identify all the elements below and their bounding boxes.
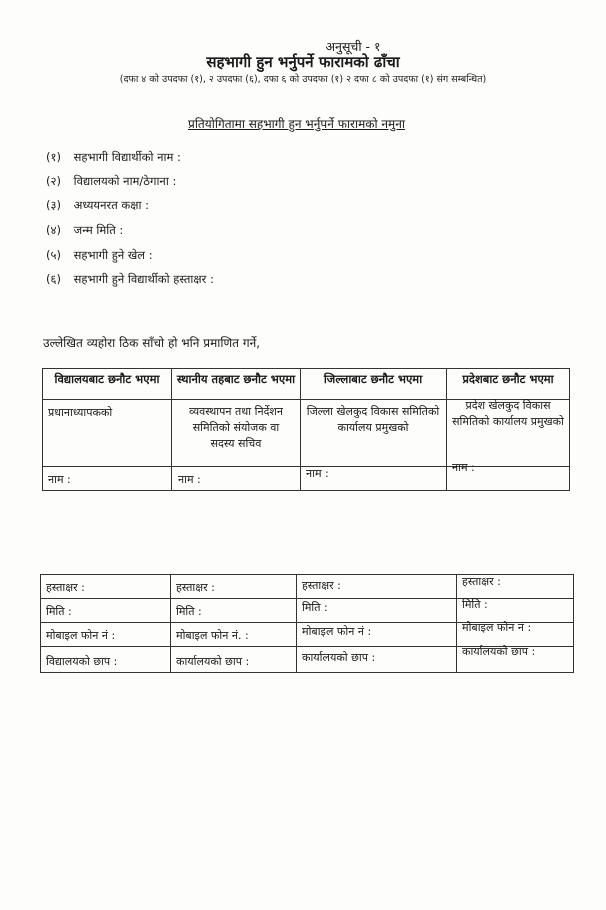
col-header-district: जिल्लाबाट छनौट भएमा <box>323 372 423 386</box>
form-title: प्रतियोगितामा सहभागी हुन भर्नुपर्ने फारामको नमुना <box>188 117 405 131</box>
signature-label: हस्ताक्षर : <box>462 575 501 588</box>
table-col-divider <box>300 368 301 490</box>
field-student-signature <box>46 272 214 287</box>
authority-local: व्यवस्थापन तथा निर्देशन समितिको संयोजक वा सदस्य सचिव <box>188 405 284 450</box>
sig-col-divider <box>456 574 457 672</box>
sig-border-right <box>573 574 574 672</box>
sig-border-bottom <box>40 672 574 673</box>
table-border-top <box>42 368 570 369</box>
table-border-left <box>42 368 43 490</box>
field-number: (३) <box>46 198 61 212</box>
col-header-school: विद्यालयबाट छनौट भएमा <box>54 372 160 386</box>
table-border-right <box>569 368 570 490</box>
mobile-label: मोबाइल फोन नं. : <box>176 629 249 642</box>
sig-border-left <box>40 574 41 672</box>
field-label: जन्म मिति : <box>73 223 124 237</box>
sig-col-divider <box>170 574 171 672</box>
name-label: नाम : <box>178 473 201 486</box>
authority-district: जिल्ला खेलकुद विकास समितिको कार्यालय प्रमुखको <box>306 405 440 434</box>
field-number: (४) <box>46 223 61 237</box>
field-school-name-address <box>46 174 176 189</box>
stamp-label: कार्यालयको छाप : <box>462 645 536 658</box>
field-label: सहभागी हुने खेल : <box>73 248 153 262</box>
mobile-label: मोबाइल फोन नं : <box>46 629 116 642</box>
name-label: नाम : <box>48 473 71 486</box>
field-number: (२) <box>46 174 61 188</box>
field-student-name <box>46 150 181 165</box>
table-col-divider <box>446 368 447 490</box>
stamp-label: कार्यालयको छाप : <box>176 655 250 668</box>
legal-reference: (दफा ४ को उपदफा (१), २ उपदफा (६), दफा ६ को उपदफा (१) २ दफा ८ को उपदफा (१) संग सम्बन्धित) <box>119 74 487 85</box>
field-sport <box>46 248 153 263</box>
table-border-bottom <box>42 490 570 491</box>
field-label: अध्ययनरत कक्षा : <box>73 198 149 212</box>
field-number: (५) <box>46 248 61 262</box>
signature-label: हस्ताक्षर : <box>46 581 85 594</box>
signature-label: हस्ताक्षर : <box>176 581 215 594</box>
annex-number: अनुसूची - १ <box>325 39 381 54</box>
name-label: नाम : <box>306 467 329 480</box>
date-label: मिति : <box>462 598 488 611</box>
stamp-label: कार्यालयको छाप : <box>302 651 376 664</box>
field-label: विद्यालयको नाम/ठेगाना : <box>73 174 177 188</box>
col-header-province: प्रदेशबाट छनौट भएमा <box>462 372 554 386</box>
certification-statement: उल्लेखित व्यहोरा ठिक साँचो हो भनि प्रमाणित गर्ने, <box>43 336 261 350</box>
name-label: नाम : <box>452 461 475 474</box>
table-col-divider <box>171 368 172 490</box>
date-label: मिति : <box>46 605 72 618</box>
sig-col-divider <box>296 574 297 672</box>
document-heading: सहभागी हुन भर्नुपर्ने फारामको ढाँचा <box>206 53 400 71</box>
date-label: मिति : <box>302 601 328 614</box>
col-header-local: स्थानीय तहबाट छनौट भएमा <box>176 372 296 386</box>
field-birth-date <box>46 223 123 238</box>
signature-label: हस्ताक्षर : <box>302 579 341 592</box>
authority-province: प्रदेश खेलकुद विकास समितिको कार्यालय प्रमुखको <box>452 399 564 428</box>
mobile-label: मोबाइल फोन नं : <box>302 625 372 638</box>
mobile-label: मोबाइल फोन नं : <box>462 621 532 634</box>
sig-row-divider <box>40 598 574 599</box>
field-label: सहभागी हुने विद्यार्थीको हस्ताक्षर : <box>73 272 214 286</box>
field-class <box>46 198 149 213</box>
authority-school: प्रधानाध्यापकको <box>48 406 113 419</box>
stamp-label: विद्यालयको छाप : <box>46 655 118 668</box>
field-label: सहभागी विद्यार्थीको नाम : <box>73 150 181 164</box>
date-label: मिति : <box>176 605 202 618</box>
field-number: (६) <box>46 272 61 286</box>
field-number: (१) <box>46 150 61 164</box>
